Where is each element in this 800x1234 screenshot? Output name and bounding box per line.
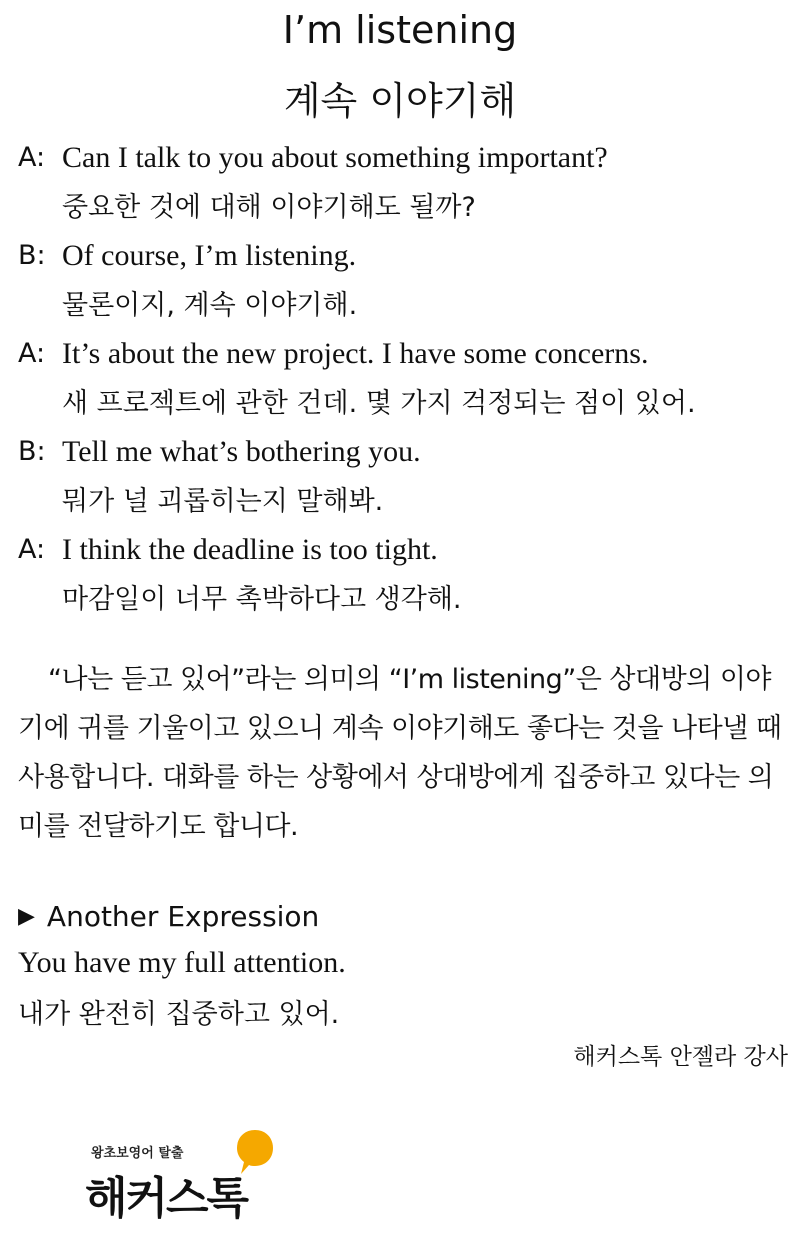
dialogue-english: Can I talk to you about something important? <box>62 140 608 174</box>
title-korean: 계속 이야기해 <box>283 79 517 123</box>
dialogue-korean: 새 프로젝트에 관한 건데. 몇 가지 걱정되는 점이 있어. <box>62 388 696 419</box>
title-english: I’m listening <box>282 8 518 52</box>
dialogue-korean: 뭐가 널 괴롭히는지 말해봐. <box>62 486 384 517</box>
dialogue-turn <box>18 428 788 522</box>
another-expression-title: Another Expression <box>46 899 320 933</box>
logo-tagline: 왕초보영어 탈출 <box>91 1146 184 1161</box>
dialogue <box>18 134 788 624</box>
play-triangle-icon: ▶ <box>18 903 35 929</box>
dialogue-turn <box>18 134 788 228</box>
dialogue-english: Of course, I’m listening. <box>62 238 357 272</box>
dialogue-turn <box>18 232 788 326</box>
speaker-label: A: <box>18 534 46 565</box>
logo-wordmark: 해커스톡 <box>85 1173 248 1224</box>
dialogue-korean: 마감일이 너무 촉박하다고 생각해. <box>62 584 462 615</box>
explanation-paragraph: “나는 듣고 있어”라는 의미의 “I’m listening”은 상대방의 이야기에 귀를 기울이고 있으니 계속 이야기해도 좋다는 것을 나타낼 때 사용합니다. 대화를 하는 상황에서 상대방에게 집중하고 있다는 의미를 전달하기도 합니다. <box>18 664 782 842</box>
instructor-credit: 해커스톡 안젤라 강사 <box>573 1044 788 1070</box>
dialogue-korean: 중요한 것에 대해 이야기해도 될까? <box>62 192 476 223</box>
another-expression-english: You have my full attention. <box>18 946 346 979</box>
speaker-label: B: <box>18 436 46 467</box>
speaker-label: A: <box>18 338 46 369</box>
another-expression-korean: 내가 완전히 집중하고 있어. <box>18 998 340 1030</box>
dialogue-english: I think the deadline is too tight. <box>62 532 438 566</box>
speaker-label: A: <box>18 142 46 173</box>
dialogue-korean: 물론이지, 계속 이야기해. <box>62 290 358 321</box>
dialogue-turn <box>18 526 788 620</box>
another-expression <box>18 893 788 1035</box>
dialogue-turn <box>18 330 788 424</box>
dialogue-english: It’s about the new project. I have some concerns. <box>62 336 649 370</box>
hackers-talk-logo <box>85 1128 275 1223</box>
dialogue-english: Tell me what’s bothering you. <box>62 434 421 468</box>
speaker-label: B: <box>18 240 46 271</box>
another-expression-header <box>18 893 788 939</box>
